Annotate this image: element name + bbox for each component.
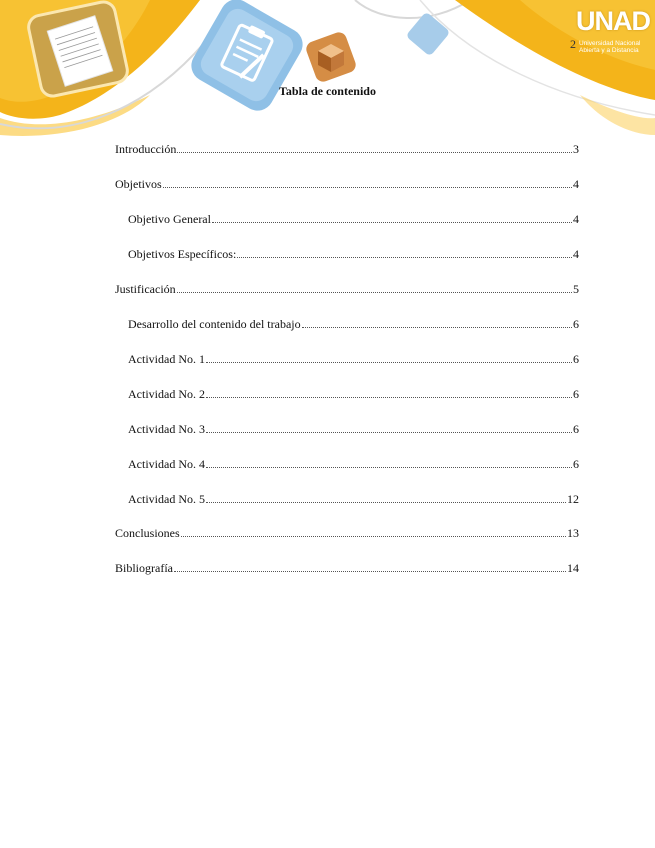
toc-entry-objetivos-especificos[interactable]	[128, 243, 579, 261]
toc-entry-page: 5	[573, 282, 579, 296]
toc-entry-objetivo-general[interactable]	[128, 208, 579, 226]
toc-leader-dots	[212, 222, 572, 223]
toc-entry-page: 14	[567, 561, 579, 575]
toc-entry-actividad-4[interactable]	[128, 453, 579, 471]
toc-entry-actividad-5[interactable]	[128, 488, 579, 506]
box-icon	[304, 30, 358, 84]
toc-title: Tabla de contenido	[279, 84, 376, 98]
toc-entry-label: Bibliografía	[115, 561, 173, 575]
toc-entry-page: 6	[573, 422, 579, 436]
toc-leader-dots	[237, 257, 572, 258]
toc-entry-objetivos[interactable]	[115, 173, 579, 191]
toc-entry-actividad-2[interactable]	[128, 383, 579, 401]
toc-entry-page: 3	[573, 142, 579, 156]
toc-leader-dots	[177, 292, 572, 293]
toc-leader-dots	[206, 432, 572, 433]
toc-entry-actividad-1[interactable]	[128, 348, 579, 366]
toc-entry-page: 12	[567, 492, 579, 506]
page-number: 2	[570, 37, 576, 51]
toc-entry-page: 6	[573, 457, 579, 471]
toc-entry-label: Introducción	[115, 142, 177, 156]
toc-entry-label: Objetivo General	[128, 212, 211, 226]
unad-logo-subtext: Universidad Nacional Abierta y a Distancia	[579, 40, 641, 54]
toc-entry-conclusiones[interactable]	[115, 522, 579, 540]
toc-leader-dots	[206, 397, 572, 398]
toc-leader-dots	[163, 187, 572, 188]
toc-leader-dots	[181, 536, 566, 537]
toc-entry-label: Actividad No. 4	[128, 457, 205, 471]
toc-leader-dots	[302, 327, 572, 328]
toc-leader-dots	[206, 362, 572, 363]
toc-entry-page: 4	[573, 247, 579, 261]
toc-entry-label: Desarrollo del contenido del trabajo	[128, 317, 301, 331]
toc-entry-introduccion[interactable]	[115, 138, 579, 156]
toc-entry-label: Actividad No. 5	[128, 492, 205, 506]
toc-entry-label: Justificación	[115, 282, 176, 296]
toc-entry-page: 6	[573, 352, 579, 366]
toc-entry-page: 4	[573, 212, 579, 226]
toc-entry-page: 13	[567, 526, 579, 540]
clipboard-icon	[186, 0, 309, 116]
toc-entry-label: Actividad No. 2	[128, 387, 205, 401]
toc-entry-label: Objetivos Específicos:	[128, 247, 237, 261]
toc-entry-page: 6	[573, 387, 579, 401]
toc-entry-desarrollo[interactable]	[128, 313, 579, 331]
toc-entry-page: 6	[573, 317, 579, 331]
toc-entry-label: Conclusiones	[115, 526, 180, 540]
toc-leader-dots	[177, 152, 572, 153]
toc-entry-label: Actividad No. 3	[128, 422, 205, 436]
toc-entry-label: Objetivos	[115, 177, 162, 191]
toc-entry-page: 4	[573, 177, 579, 191]
toc-leader-dots	[174, 571, 566, 572]
header-banner	[0, 0, 655, 150]
toc-leader-dots	[206, 467, 572, 468]
toc-leader-dots	[206, 502, 566, 503]
unad-logo: UNAD	[576, 6, 650, 36]
toc-entry-justificacion[interactable]	[115, 278, 579, 296]
toc-entry-actividad-3[interactable]	[128, 418, 579, 436]
toc-entry-bibliografia[interactable]	[115, 557, 579, 575]
toc-entry-label: Actividad No. 1	[128, 352, 205, 366]
